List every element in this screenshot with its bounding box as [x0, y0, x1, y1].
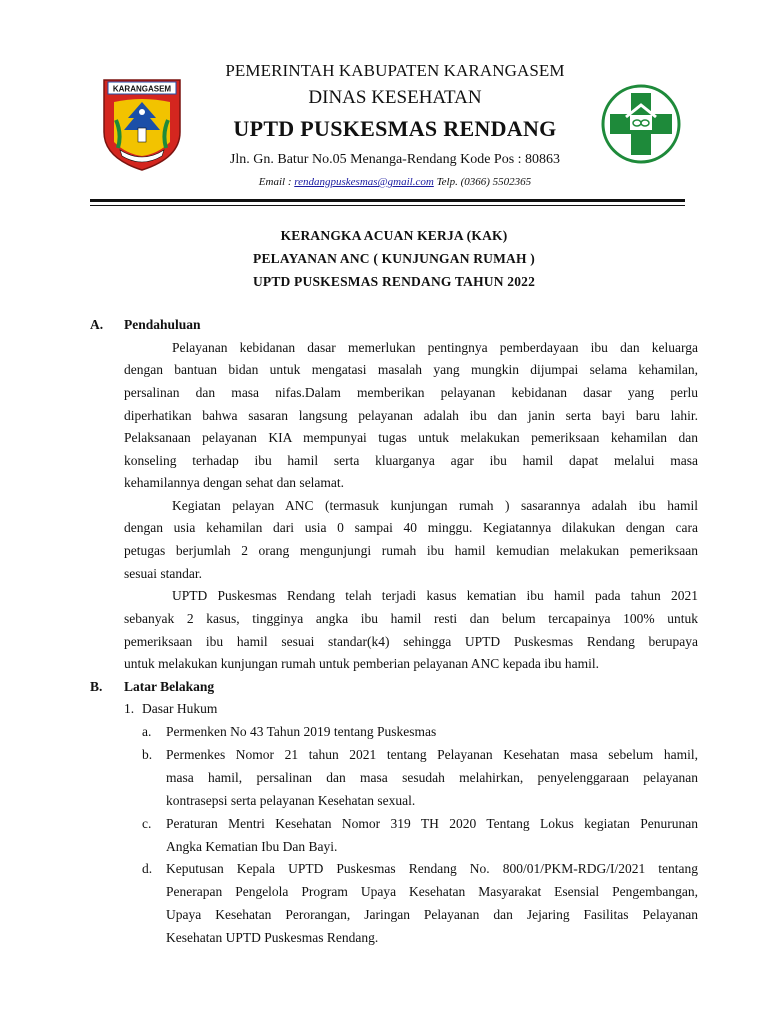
doc-title-line-2: PELAYANAN ANC ( KUNJUNGAN RUMAH )	[253, 251, 535, 266]
org-name: UPTD PUSKESMAS RENDANG	[233, 116, 557, 141]
paragraph-line: sesuai standar.	[124, 566, 202, 581]
paragraph-line: dengan usia kehamilan dari usia 0 sampai 40 minggu. Kegiatannya dilakukan dengan cara	[124, 520, 698, 535]
header-divider-thick	[90, 199, 685, 202]
paragraph-line: diperhatikan bahwa sasaran langsung pelayanan adalah ibu dan janin serta bayi baru lahir.	[124, 408, 698, 423]
subsection-label: Dasar Hukum	[142, 701, 218, 716]
paragraph-line: untuk melakukan kunjungan rumah untuk pemberian pelayanan ANC kepada ibu hamil.	[124, 656, 600, 671]
emblem-label: KARANGASEM	[112, 84, 172, 94]
paragraph-line: UPTD Puskesmas Rendang telah terjadi kasus kematian ibu hamil pada tahun 2021	[172, 588, 698, 603]
list-item-marker: c.	[142, 816, 152, 831]
list-item-line: masa hamil, persalinan dan masa sesudah melahirkan, penyelenggaraan pelayanan	[166, 770, 698, 785]
paragraph-line: kehamilannya dengan sehat dan selamat.	[124, 475, 345, 490]
list-item-marker: b.	[142, 747, 153, 762]
paragraph-line: Pelayanan kebidanan dasar memerlukan pentingnya pemberdayaan ibu dan keluarga	[172, 340, 698, 355]
paragraph-line: dengan bantuan bidan untuk mengatasi masalah yang mungkin dijumpai selama kehamilan,	[124, 362, 698, 377]
dept-name: DINAS KESEHATAN	[308, 87, 482, 108]
list-item-line: Upaya Kesehatan Perorangan, Jaringan Pelayanan dan Jejaring Fasilitas Pelayanan	[166, 907, 698, 922]
puskesmas-logo-icon	[600, 83, 682, 165]
email-link[interactable]: rendangpuskesmas@gmail.com	[294, 176, 434, 188]
phone-text: Telp. (0366) 5502365	[433, 176, 532, 188]
karangasem-emblem-icon	[98, 72, 186, 172]
list-item-line: kontrasepsi serta pelayanan Kesehatan sexual.	[166, 793, 416, 808]
section-b-marker: B.	[90, 679, 103, 694]
gov-name: PEMERINTAH KABUPATEN KARANGASEM	[225, 61, 565, 80]
email-label: Email :	[258, 176, 295, 188]
list-item-line: Permenken No 43 Tahun 2019 tentang Puskesmas	[166, 724, 437, 739]
paragraph-line: persalinan dan masa nifas.Dalam memberikan pelayanan kebidanan dasar yang perlu	[124, 385, 698, 400]
list-item-line: Kesehatan UPTD Puskesmas Rendang.	[166, 930, 379, 945]
paragraph-line: Pelaksanaan pelayanan KIA mempunyai tugas untuk melakukan pemeriksaan kehamilan dan	[124, 430, 698, 445]
list-item-line: Angka Kematian Ibu Dan Bayi.	[166, 839, 338, 854]
paragraph-line: konseling terhadap ibu hamil serta kluarganya agar ibu hamil dapat melalui masa	[124, 453, 698, 468]
section-a-marker: A.	[90, 317, 104, 332]
header-divider-thin	[90, 205, 685, 206]
list-item-line: Permenkes Nomor 21 tahun 2021 tentang Pelayanan Kesehatan masa sebelum hamil,	[166, 747, 698, 762]
paragraph-line: pemeriksaan ibu hamil sesuai standar(k4) sehingga UPTD Puskesmas Rendang berupaya	[124, 634, 698, 649]
address-line: Jln. Gn. Batur No.05 Menanga-Rendang Kode Pos : 80863	[229, 152, 561, 167]
doc-title-line-3: UPTD PUSKESMAS RENDANG TAHUN 2022	[252, 274, 536, 289]
section-a-heading: Pendahuluan	[124, 317, 201, 332]
list-item-marker: d.	[142, 861, 153, 876]
subsection-marker: 1.	[124, 701, 135, 716]
list-item-line: Keputusan Kepala UPTD Puskesmas Rendang No. 800/01/PKM-RDG/I/2021 tentang	[166, 861, 698, 876]
doc-title-line-1: KERANGKA ACUAN KERJA (KAK)	[280, 228, 508, 243]
paragraph-line: Kegiatan pelayan ANC (termasuk kunjungan rumah ) sasarannya adalah ibu hamil	[172, 498, 698, 513]
list-item-line: Peraturan Mentri Kesehatan Nomor 319 TH 2020 Tentang Lokus kegiatan Penurunan	[166, 816, 698, 831]
list-item-line: Penerapan Pengelola Program Upaya Kesehatan Masyarakat Esensial Pengembangan,	[166, 884, 698, 899]
paragraph-line: petugas berjumlah 2 orang mengunjungi rumah ibu hamil kemudian melakukan pemeriksaan	[124, 543, 698, 558]
paragraph-line: sebanyak 2 kasus, tingginya angka ibu hamil resti dan belum tercapainya 100% untuk	[124, 611, 698, 626]
contact-line	[195, 176, 595, 188]
section-b-heading: Latar Belakang	[124, 679, 215, 694]
list-item-marker: a.	[142, 724, 152, 739]
